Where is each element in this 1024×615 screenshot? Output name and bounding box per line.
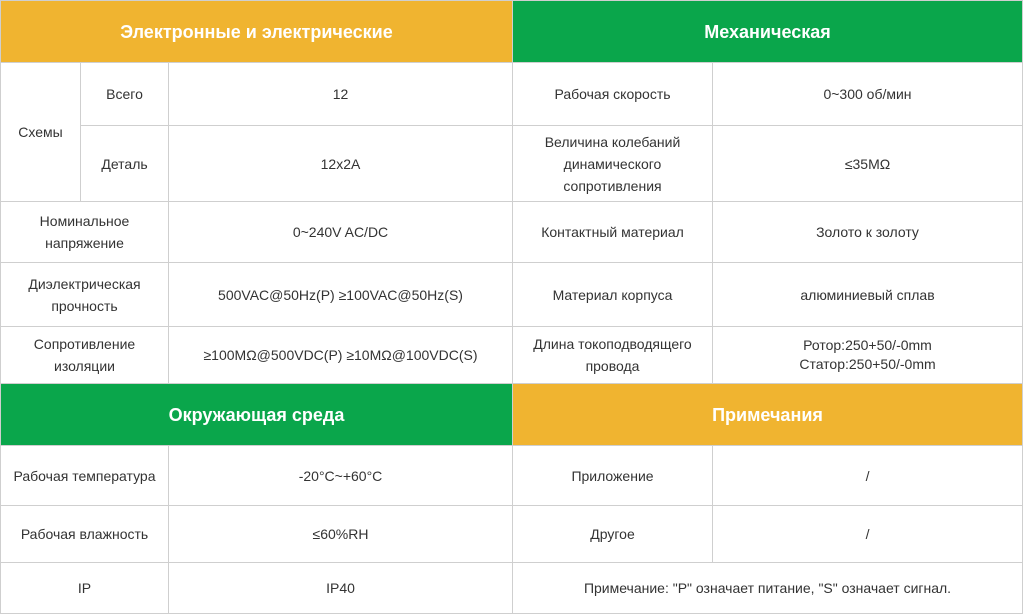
insulation-label-line-1: Сопротивление [33, 336, 136, 352]
insulation-value: ≥100MΩ@500VDC(P) ≥10MΩ@100VDC(S) [169, 327, 513, 384]
circuits-detail-value: 12x2A [169, 126, 513, 202]
temperature-label: Рабочая температура [1, 446, 169, 506]
temperature-value: -20°C~+60°C [169, 446, 513, 506]
housing-material-value: алюминиевый сплав [713, 263, 1023, 327]
contact-material-label: Контактный материал [513, 202, 713, 263]
humidity-label: Рабочая влажность [1, 506, 169, 563]
dielectric-label-line-2: прочность [51, 297, 118, 314]
lead-length-stator: Статор:250+50/-0mm [799, 356, 936, 372]
circuits-label: Схемы [1, 63, 81, 202]
voltage-label-line-1: Номинальное [39, 213, 130, 229]
voltage-value: 0~240V AC/DC [169, 202, 513, 263]
notes-header: Примечания [513, 384, 1023, 446]
other-value: / [713, 506, 1023, 563]
insulation-label [1, 327, 169, 384]
dynamic-resistance-label-line-2: динамического [563, 155, 662, 172]
dielectric-label-line-1: Диэлектрическая [28, 275, 141, 292]
application-label: Приложение [513, 446, 713, 506]
speed-label: Рабочая скорость [513, 63, 713, 126]
other-label: Другое [513, 506, 713, 563]
dynamic-resistance-label-line-1: Величина колебаний [544, 133, 681, 150]
speed-value: 0~300 об/мин [713, 63, 1023, 126]
dielectric-label [1, 263, 169, 327]
ip-value: IP40 [169, 563, 513, 614]
voltage-label [1, 202, 169, 263]
circuits-total-value: 12 [169, 63, 513, 126]
footnote: Примечание: "P" означает питание, "S" означает сигнал. [513, 563, 1023, 614]
lead-length-label [513, 327, 713, 384]
insulation-label-line-2: изоляции [54, 358, 115, 374]
contact-material-value: Золото к золоту [713, 202, 1023, 263]
environment-header: Окружающая среда [1, 384, 513, 446]
housing-material-label: Материал корпуса [513, 263, 713, 327]
circuits-detail-label: Деталь [81, 126, 169, 202]
dynamic-resistance-label-line-3: сопротивления [563, 177, 662, 194]
lead-length-rotor: Ротор:250+50/-0mm [803, 337, 932, 353]
ip-label: IP [1, 563, 169, 614]
lead-length-value [713, 327, 1023, 384]
lead-length-label-line-2: провода [585, 358, 640, 374]
dynamic-resistance-value: ≤35MΩ [713, 126, 1023, 202]
electrical-header: Электронные и электрические [1, 1, 513, 63]
dielectric-value: 500VAC@50Hz(P) ≥100VAC@50Hz(S) [169, 263, 513, 327]
mechanical-header: Механическая [513, 1, 1023, 63]
humidity-value: ≤60%RH [169, 506, 513, 563]
dynamic-resistance-label [513, 126, 713, 202]
voltage-label-line-2: напряжение [45, 235, 124, 251]
lead-length-label-line-1: Длина токоподводящего [533, 336, 692, 352]
circuits-total-label: Всего [81, 63, 169, 126]
application-value: / [713, 446, 1023, 506]
